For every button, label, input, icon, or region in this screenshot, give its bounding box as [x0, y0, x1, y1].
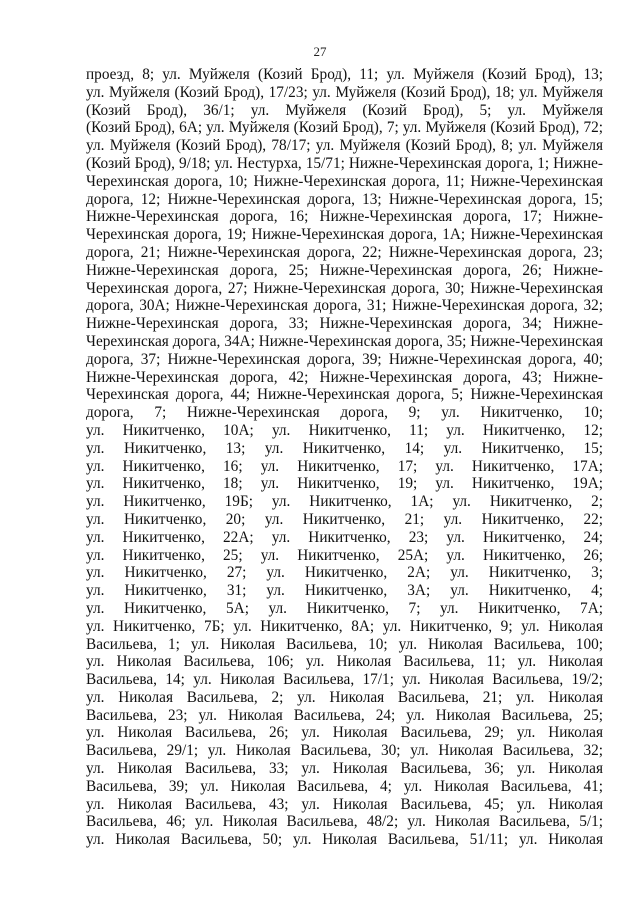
text-line: (Козий Брод), 36/1; ул. Муйжеля (Козий Брод), 5; ул. Муйжеля	[86, 101, 603, 119]
text-line: Черехинская дорога, 44; Нижне-Черехинская дорога, 5; Нижне-Черехинская	[86, 386, 603, 404]
text-line: Черехинская дорога, 19; Нижне-Черехинская дорога, 1А; Нижне-Черехинская	[86, 226, 603, 244]
text-line: Черехинская дорога, 10; Нижне-Черехинская дорога, 11; Нижне-Черехинская	[86, 172, 603, 190]
text-line: (Козий Брод), 9/18; ул. Нестурха, 15/71; Нижне-Черехинская дорога, 1; Нижне-	[86, 154, 603, 172]
text-line: ул. Никитченко, 5А; ул. Никитченко, 7; ул. Никитченко, 7А;	[86, 599, 603, 617]
text-line: ул. Николая Васильева, 106; ул. Николая Васильева, 11; ул. Николая	[86, 653, 603, 671]
text-line: ул. Николая Васильева, 50; ул. Николая Васильева, 51/11; ул. Николая	[86, 831, 603, 849]
text-line: ул. Никитченко, 25; ул. Никитченко, 25А; ул. Никитченко, 26;	[86, 546, 603, 564]
text-line: ул. Никитченко, 10А; ул. Никитченко, 11; ул. Никитченко, 12;	[86, 421, 603, 439]
text-line: дорога, 37; Нижне-Черехинская дорога, 39; Нижне-Черехинская дорога, 40;	[86, 350, 603, 368]
text-line: ул. Никитченко, 16; ул. Никитченко, 17; ул. Никитченко, 17А;	[86, 457, 603, 475]
text-line: Нижне-Черехинская дорога, 42; Нижне-Черехинская дорога, 43; Нижне-	[86, 368, 603, 386]
text-line: ул. Никитченко, 19Б; ул. Никитченко, 1А; ул. Никитченко, 2;	[86, 493, 603, 511]
text-line: ул. Никитченко, 20; ул. Никитченко, 21; ул. Никитченко, 22;	[86, 510, 603, 528]
text-line: Нижне-Черехинская дорога, 33; Нижне-Черехинская дорога, 34; Нижне-	[86, 315, 603, 333]
text-line: ул. Никитченко, 22А; ул. Никитченко, 23; ул. Никитченко, 24;	[86, 528, 603, 546]
text-line: Нижне-Черехинская дорога, 25; Нижне-Черехинская дорога, 26; Нижне-	[86, 261, 603, 279]
text-line: Черехинская дорога, 34А; Нижне-Черехинская дорога, 35; Нижне-Черехинская	[86, 332, 603, 350]
text-line: дорога, 12; Нижне-Черехинская дорога, 13; Нижне-Черехинская дорога, 15;	[86, 190, 603, 208]
text-line: ул. Никитченко, 31; ул. Никитченко, 3А; ул. Никитченко, 4;	[86, 582, 603, 600]
page-number: 27	[313, 44, 327, 59]
text-line: (Козий Брод), 6А; ул. Муйжеля (Козий Брод), 7; ул. Муйжеля (Козий Брод), 72;	[86, 119, 603, 137]
text-line: ул. Муйжеля (Козий Брод), 17/23; ул. Муйжеля (Козий Брод), 18; ул. Муйжеля	[86, 83, 603, 101]
text-line: проезд, 8; ул. Муйжеля (Козий Брод), 11; ул. Муйжеля (Козий Брод), 13;	[86, 66, 603, 83]
text-line: Васильева, 23; ул. Николая Васильева, 24; ул. Николая Васильева, 25;	[86, 706, 603, 724]
text-line: ул. Муйжеля (Козий Брод), 78/17; ул. Муйжеля (Козий Брод), 8; ул. Муйжеля	[86, 137, 603, 155]
text-line: Васильева, 39; ул. Николая Васильева, 4; ул. Николая Васильева, 41;	[86, 777, 603, 795]
text-line: Васильева, 1; ул. Николая Васильева, 10; ул. Николая Васильева, 100;	[86, 635, 603, 653]
text-line: ул. Николая Васильева, 33; ул. Николая Васильева, 36; ул. Николая	[86, 760, 603, 778]
address-list-text	[86, 66, 603, 849]
text-line: Черехинская дорога, 27; Нижне-Черехинская дорога, 30; Нижне-Черехинская	[86, 279, 603, 297]
text-line: ул. Никитченко, 18; ул. Никитченко, 19; ул. Никитченко, 19А;	[86, 475, 603, 493]
text-line: ул. Николая Васильева, 26; ул. Николая Васильева, 29; ул. Николая	[86, 724, 603, 742]
text-line: ул. Николая Васильева, 43; ул. Николая Васильева, 45; ул. Николая	[86, 795, 603, 813]
text-line: дорога, 7; Нижне-Черехинская дорога, 9; ул. Никитченко, 10;	[86, 404, 603, 422]
text-line: ул. Никитченко, 13; ул. Никитченко, 14; ул. Никитченко, 15;	[86, 439, 603, 457]
text-line: дорога, 30А; Нижне-Черехинская дорога, 31; Нижне-Черехинская дорога, 32;	[86, 297, 603, 315]
text-line: ул. Никитченко, 27; ул. Никитченко, 2А; ул. Никитченко, 3;	[86, 564, 603, 582]
text-line: Васильева, 46; ул. Николая Васильева, 48/2; ул. Николая Васильева, 5/1;	[86, 813, 603, 831]
text-line: Васильева, 29/1; ул. Николая Васильева, 30; ул. Николая Васильева, 32;	[86, 742, 603, 760]
text-line: Васильева, 14; ул. Николая Васильева, 17/1; ул. Николая Васильева, 19/2;	[86, 671, 603, 689]
text-line: дорога, 21; Нижне-Черехинская дорога, 22; Нижне-Черехинская дорога, 23;	[86, 243, 603, 261]
text-line: ул. Николая Васильева, 2; ул. Николая Васильева, 21; ул. Николая	[86, 688, 603, 706]
text-line: ул. Никитченко, 7Б; ул. Никитченко, 8А; ул. Никитченко, 9; ул. Николая	[86, 617, 603, 635]
text-line: Нижне-Черехинская дорога, 16; Нижне-Черехинская дорога, 17; Нижне-	[86, 208, 603, 226]
